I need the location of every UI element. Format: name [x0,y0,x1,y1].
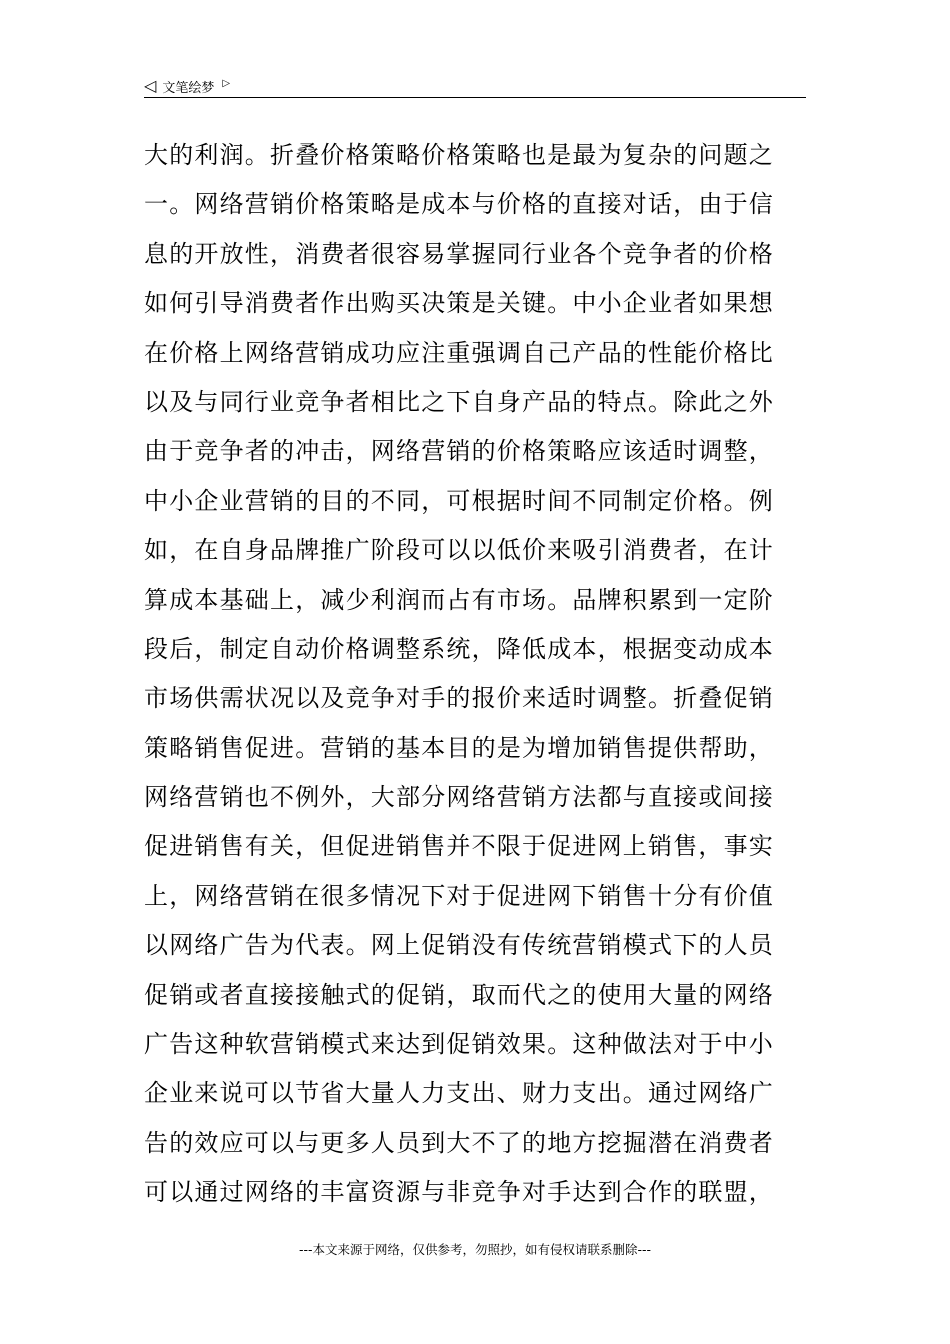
header-title: 文笔绘梦 [162,80,215,96]
text-line: 企业来说可以节省大量人力支出、财力支出。通过网络广 [144,1079,774,1108]
page-header [144,74,806,98]
text-line: 促进销售有关，但促进销售并不限于促进网上销售，事实 [144,832,774,861]
text-line: 促销或者直接接触式的促销，取而代之的使用大量的网络 [144,980,774,1009]
text-line: 段后，制定自动价格调整系统，降低成本，根据变动成本 [144,634,774,663]
text-line: 以网络广告为代表。网上促销没有传统营销模式下的人员 [144,931,774,960]
text-line: 可以通过网络的丰富资源与非竞争对手达到合作的联盟， [144,1178,774,1207]
text-line: 网络营销也不例外，大部分网络营销方法都与直接或间接 [144,783,774,812]
text-line: 上，网络营销在很多情况下对于促进网下销售十分有价值 [144,881,774,910]
text-line: 广告这种软营销模式来达到促销效果。这种做法对于中小 [144,1030,774,1059]
text-line: 以及与同行业竞争者相比之下自身产品的特点。除此之外 [144,387,774,416]
header-divider [144,97,806,98]
body-text [144,131,806,1218]
right-triangle-icon: ▷ [222,78,231,89]
text-line: 在价格上网络营销成功应注重强调自己产品的性能价格比 [144,338,774,367]
text-line: 大的利润。折叠价格策略价格策略也是最为复杂的问题之 [144,141,774,169]
text-line: 息的开放性，消费者很容易掌握同行业各个竞争者的价格 [144,239,774,268]
text-line: 策略销售促进。营销的基本目的是为增加销售提供帮助， [144,733,774,762]
text-line: 如，在自身品牌推广阶段可以以低价来吸引消费者，在计 [144,536,774,565]
text-line: 市场供需状况以及竞争对手的报价来适时调整。折叠促销 [144,684,774,713]
text-line: 中小企业营销的目的不同，可根据时间不同制定价格。例 [144,486,774,515]
left-triangle-icon: ◁ [144,76,157,95]
text-line: 如何引导消费者作出购买决策是关键。中小企业者如果想 [144,289,774,318]
text-line: 一。网络营销价格策略是成本与价格的直接对话，由于信 [144,190,774,219]
footer-notice: ---本文来源于网络，仅供参考，勿照抄，如有侵权请联系删除--- [298,1242,652,1257]
text-line: 告的效应可以与更多人员到大不了的地方挖掘潜在消费者 [144,1128,774,1157]
text-line: 由于竞争者的冲击，网络营销的价格策略应该适时调整， [144,437,774,466]
text-line: 算成本基础上，减少利润而占有市场。品牌积累到一定阶 [144,585,774,614]
